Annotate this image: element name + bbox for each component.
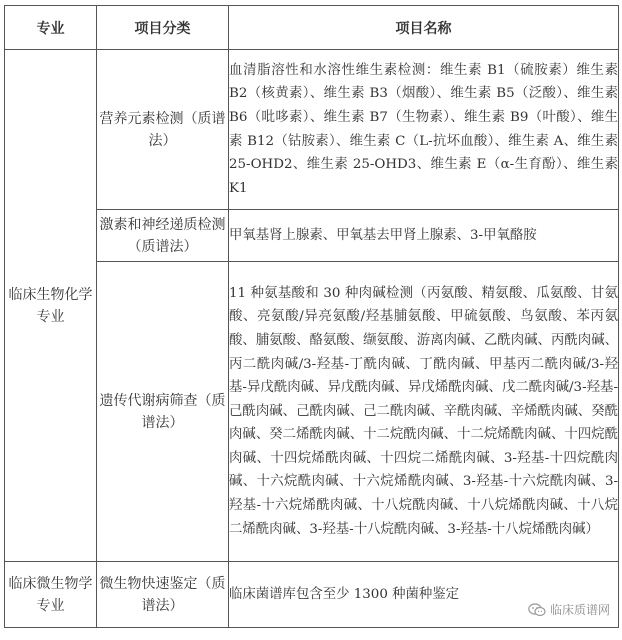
major-clinical-biochemistry: 临床生物化学专业 bbox=[5, 50, 97, 562]
watermark-text: 临床质谱网 bbox=[549, 603, 610, 617]
table-row bbox=[5, 210, 619, 262]
header-row bbox=[5, 6, 619, 50]
item-name-metabolic-screening: 11 种氨基酸和 30 种肉碱检测（丙氨酸、精氨酸、瓜氨酸、甘氨酸、亮氨酸/异亮氨酸/羟基脯氨酸、甲硫氨酸、鸟氨酸、苯丙氨酸、脯氨酸、酪氨酸、缬氨酸、游离肉碱、乙酰肉碱、丙酰肉碱、丙二酰肉碱/3-羟基-丁酰肉碱、丁酰肉碱、甲基丙二酰肉碱/3-羟基-异戊酰肉碱、异戊酰肉碱、异戊烯酰肉碱、戊二酰肉碱/3-羟基-己酰肉碱、己酰肉碱、己二酰肉碱、辛酰肉碱、辛烯酰肉碱、癸酰肉碱、癸二烯酰肉碱、十二烷酰肉碱、十二烷烯酰肉碱、十四烷酰肉碱、十四烷烯酰肉碱、十四烷二烯酰肉碱、3-羟基-十四烷酰肉碱、十六烷酰肉碱、十六烷烯酰肉碱、3-羟基-十六烷酰肉碱、3-羟基-十六烷烯酰肉碱、十八烷酰肉碱、十八烷烯酰肉碱、十八烷二烯酰肉碱、3-羟基-十八烷酰肉碱、3-羟基-十八烷烯酰肉碱） bbox=[229, 262, 619, 562]
header-item-name: 项目名称 bbox=[229, 6, 619, 50]
table-row bbox=[5, 262, 619, 562]
item-name-nutrition: 血清脂溶性和水溶性维生素检测：维生素 B1（硫胺素）维生素 B2（核黄素）、维生素 B3（烟酸）、维生素 B5（泛酸）、维生素 B6（吡哆素）、维生素 B7（生物素）、维生素 B9（叶酸）、维生素 B12（钴胺素）、维生素 C（L-抗坏血酸）、维生素 A、维生素 25-OHD2、维生素 25-OHD3、维生素 E（α-生育酚）、维生素 K1 bbox=[229, 50, 619, 210]
services-table bbox=[4, 5, 619, 628]
item-name-microbe-identification: 临床菌谱库包含至少 1300 种菌种鉴定 bbox=[229, 562, 619, 628]
major-clinical-microbiology: 临床微生物学专业 bbox=[5, 562, 97, 628]
category-microbe-identification: 微生物快速鉴定（质谱法） bbox=[97, 562, 229, 628]
table-row bbox=[5, 50, 619, 210]
watermark bbox=[528, 601, 610, 618]
header-category: 项目分类 bbox=[97, 6, 229, 50]
header-major: 专业 bbox=[5, 6, 97, 50]
item-name-hormones: 甲氧基肾上腺素、甲氧基去甲肾上腺素、3-甲氧酪胺 bbox=[229, 210, 619, 262]
category-metabolic-screening: 遗传代谢病筛查（质谱法） bbox=[97, 262, 229, 562]
table-row bbox=[5, 562, 619, 628]
category-hormones: 激素和神经递质检测（质谱法） bbox=[97, 210, 229, 262]
wechat-icon bbox=[528, 603, 546, 617]
category-nutrition: 营养元素检测（质谱法） bbox=[97, 50, 229, 210]
